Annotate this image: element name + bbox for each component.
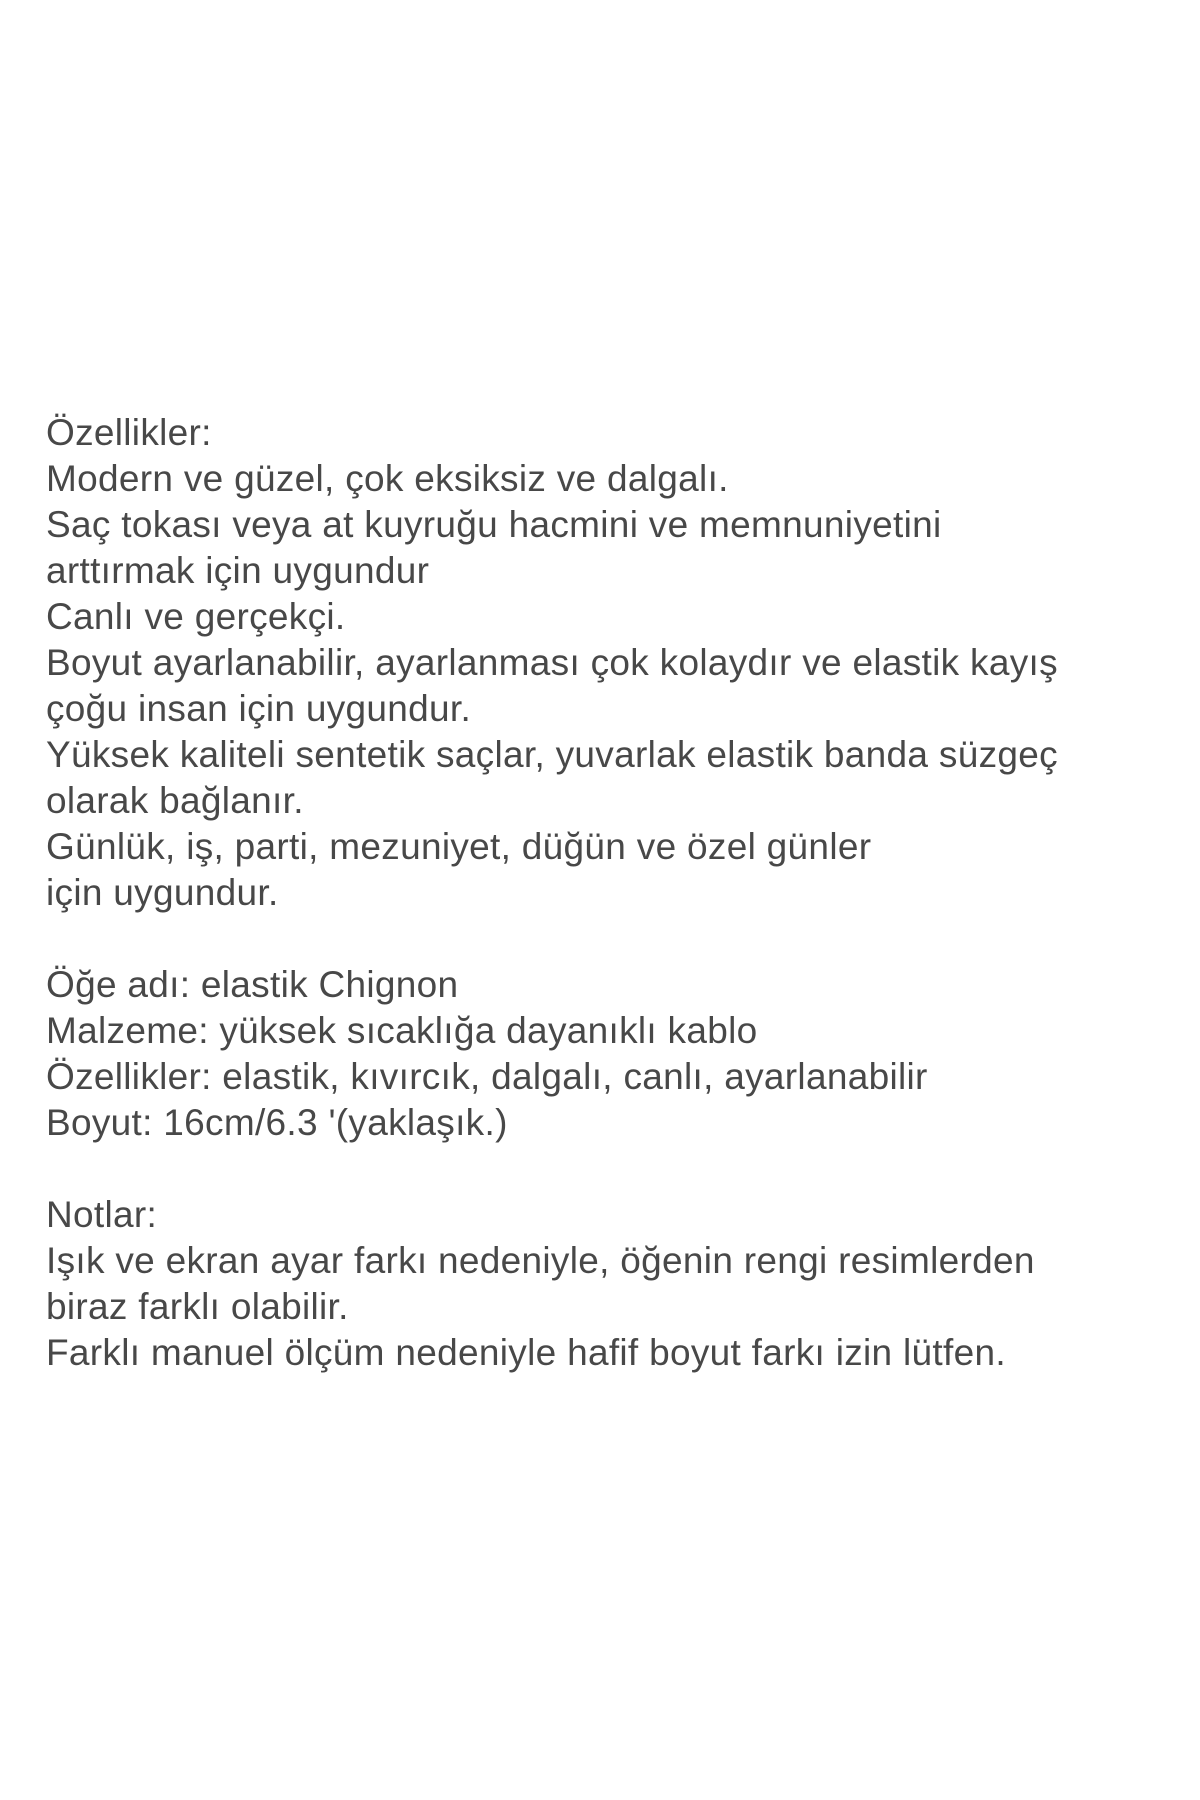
notes-line: biraz farklı olabilir. <box>46 1286 349 1327</box>
features-line: Canlı ve gerçekçi. <box>46 596 346 637</box>
features-heading: Özellikler: <box>46 412 212 453</box>
features-section <box>46 410 1166 916</box>
notes-section <box>46 1192 1166 1376</box>
spec-item-name: Öğe adı: elastik Chignon <box>46 964 459 1005</box>
features-line: Günlük, iş, parti, mezuniyet, düğün ve özel günler <box>46 826 872 867</box>
spec-size: Boyut: 16cm/6.3 '(yaklaşık.) <box>46 1102 508 1143</box>
features-line: Modern ve güzel, çok eksiksiz ve dalgalı. <box>46 458 729 499</box>
specs-section <box>46 962 1166 1146</box>
features-line: çoğu insan için uygundur. <box>46 688 472 729</box>
features-line: Yüksek kaliteli sentetik saçlar, yuvarlak elastik banda süzgeç <box>46 734 1058 775</box>
notes-heading: Notlar: <box>46 1194 158 1235</box>
notes-line: Işık ve ekran ayar farkı nedeniyle, öğenin rengi resimlerden <box>46 1240 1035 1281</box>
section-spacer <box>46 1146 1166 1192</box>
spec-material: Malzeme: yüksek sıcaklığa dayanıklı kablo <box>46 1010 758 1051</box>
notes-line: Farklı manuel ölçüm nedeniyle hafif boyut farkı izin lütfen. <box>46 1332 1006 1373</box>
features-line: olarak bağlanır. <box>46 780 304 821</box>
features-line: Boyut ayarlanabilir, ayarlanması çok kolaydır ve elastik kayış <box>46 642 1058 683</box>
spec-properties: Özellikler: elastik, kıvırcık, dalgalı, canlı, ayarlanabilir <box>46 1056 928 1097</box>
features-line: Saç tokası veya at kuyruğu hacmini ve memnuniyetini <box>46 504 942 545</box>
product-description <box>46 410 1166 1376</box>
features-line: arttırmak için uygundur <box>46 550 430 591</box>
features-line: için uygundur. <box>46 872 279 913</box>
section-spacer <box>46 916 1166 962</box>
